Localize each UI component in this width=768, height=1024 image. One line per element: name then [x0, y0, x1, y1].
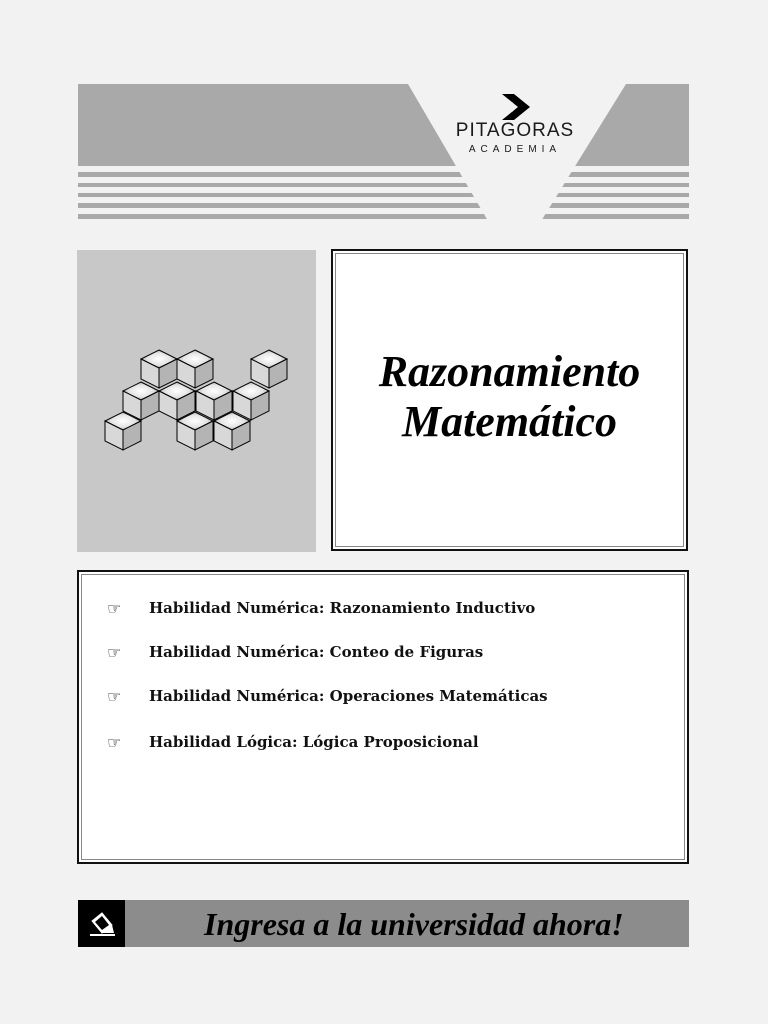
topic-label: Habilidad Lógica: Lógica Proposicional	[149, 733, 479, 751]
pointing-hand-icon: ☞	[107, 598, 122, 618]
header-banner	[78, 84, 689, 226]
header-stripes	[78, 84, 689, 226]
pencil-icon	[88, 911, 116, 937]
pointing-hand-icon: ☞	[107, 732, 122, 752]
cubes-illustration-panel	[77, 250, 316, 552]
title-box	[331, 249, 688, 551]
page-title	[333, 347, 686, 447]
topics-box	[77, 570, 689, 864]
footer-icon-box	[78, 900, 125, 947]
footer-bar	[78, 900, 689, 947]
isometric-cubes-illustration	[77, 250, 316, 552]
list-item	[107, 640, 483, 664]
list-item	[107, 596, 535, 620]
brand-subtitle: ACADEMIA	[468, 144, 562, 155]
list-item	[107, 730, 479, 754]
title-line-1: Razonamiento	[378, 347, 641, 396]
pointing-hand-icon: ☞	[107, 686, 122, 706]
list-item	[107, 684, 548, 708]
title-line-2: Matemático	[401, 397, 618, 446]
topic-label: Habilidad Numérica: Operaciones Matemáticas	[149, 687, 548, 705]
brand-name: PITAGORAS	[455, 120, 575, 141]
footer-slogan: Ingresa a la universidad ahora!	[204, 906, 624, 942]
pointing-hand-icon: ☞	[107, 642, 122, 662]
topic-label: Habilidad Numérica: Razonamiento Inductivo	[149, 599, 536, 617]
topic-label: Habilidad Numérica: Conteo de Figuras	[149, 643, 484, 661]
